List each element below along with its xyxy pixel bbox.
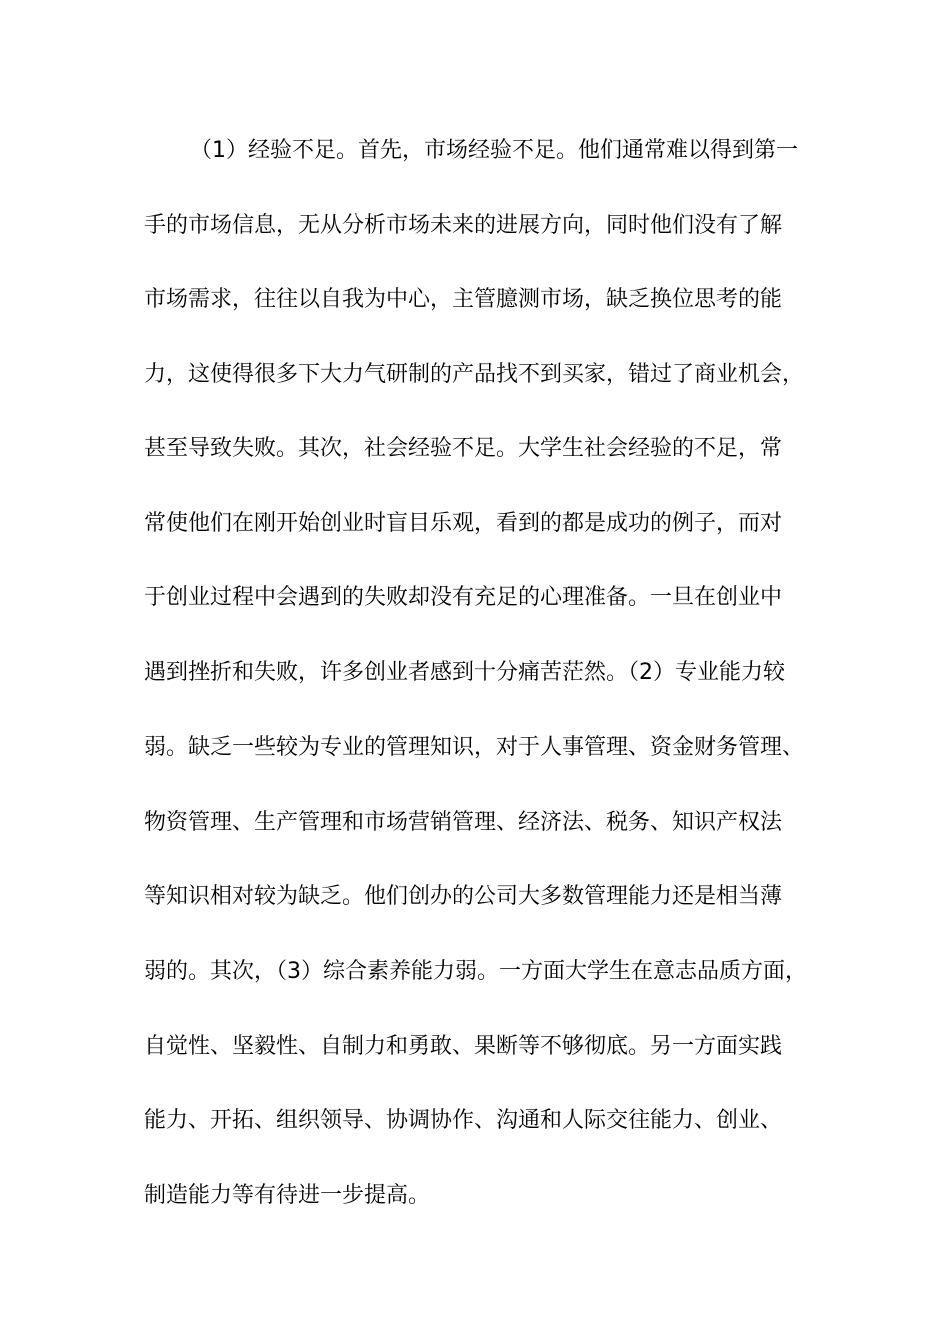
paragraph-line: 力，这使得很多下大力气研制的产品找不到买家，错过了商业机会， — [144, 362, 805, 387]
paragraph-line: 制造能力等有待进一步提高。 — [144, 1183, 431, 1208]
paragraph-line: （1）经验不足。首先，市场经验不足。他们通常难以得到第一 — [190, 138, 798, 163]
paragraph-line: 甚至导致失败。其次，社会经验不足。大学生社会经验的不足，常 — [144, 436, 783, 461]
paragraph-line: 能力、开拓、组织领导、协调协作、沟通和人际交往能力、创业、 — [144, 1108, 783, 1133]
paragraph-line: 物资管理、生产管理和市场营销管理、经济法、税务、知识产权法 — [144, 810, 783, 835]
paragraph-line: 弱的。其次，（3）综合素养能力弱。一方面大学生在意志品质方面， — [144, 959, 807, 984]
paragraph-line: 弱。缺乏一些较为专业的管理知识，对于人事管理、资金财务管理、 — [144, 735, 805, 760]
paragraph-line: 常使他们在刚开始创业时盲目乐观，看到的都是成功的例子，而对 — [144, 511, 783, 536]
paragraph-line: 遇到挫折和失败，许多创业者感到十分痛苦茫然。（2）专业能力较 — [144, 660, 785, 685]
paragraph-line: 市场需求，往往以自我为中心，主管臆测市场，缺乏换位思考的能 — [144, 287, 783, 312]
paragraph-line: 自觉性、坚毅性、自制力和勇敢、果断等不够彻底。另一方面实践 — [144, 1034, 783, 1059]
paragraph-line: 等知识相对较为缺乏。他们创办的公司大多数管理能力还是相当薄 — [144, 884, 783, 909]
paragraph-line: 于创业过程中会遇到的失败却没有充足的心理准备。一旦在创业中 — [144, 585, 783, 610]
paragraph-line: 手的市场信息，无从分析市场未来的进展方向，同时他们没有了解 — [144, 213, 783, 238]
